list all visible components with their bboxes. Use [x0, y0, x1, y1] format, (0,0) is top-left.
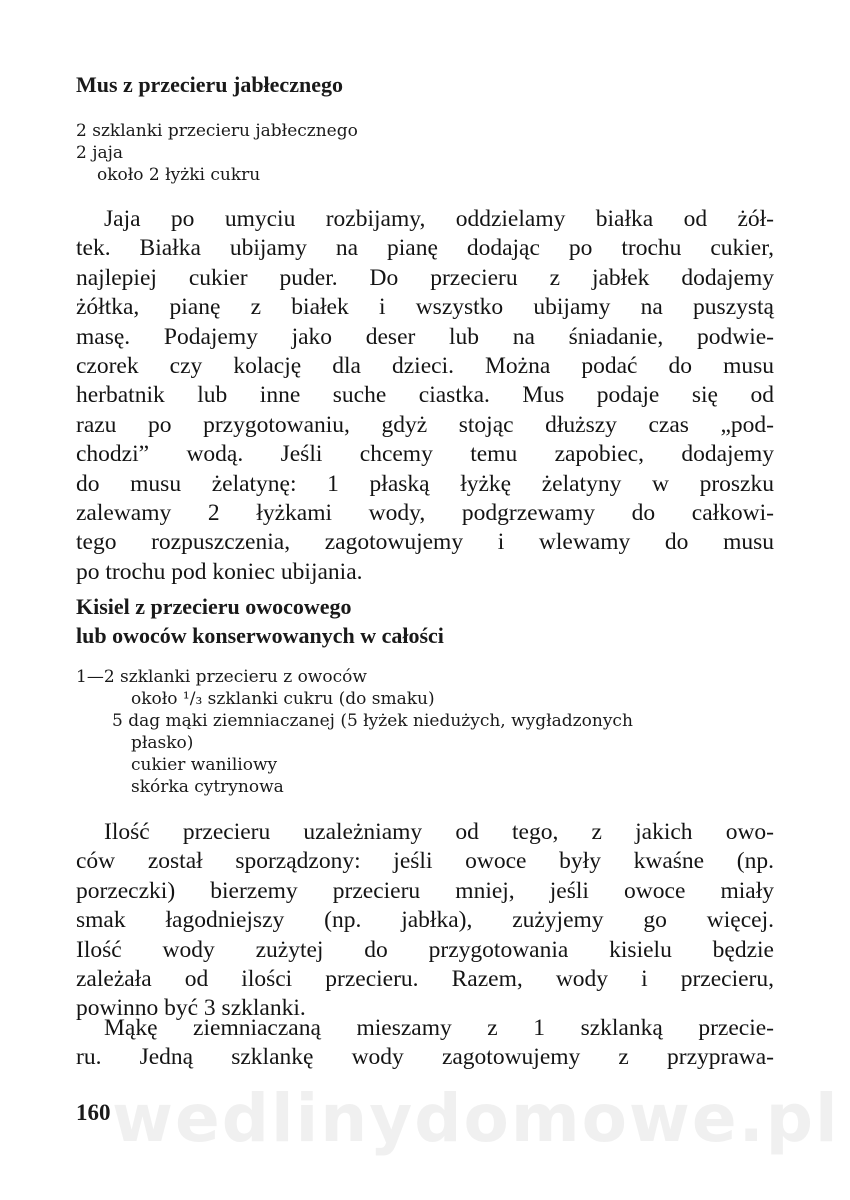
text-line: najlepiej cukier puder. Do przecieru z jabłek dodajemy: [76, 264, 774, 291]
text-line: chodzi” wodą. Jeśli chcemy temu zapobiec, dodajemy: [76, 441, 774, 468]
recipe-instructions: [76, 818, 774, 1024]
text-line: żółtka, pianę z białek i wszystko ubijamy na puszystą: [76, 294, 774, 321]
ingredient-line: skórka cytrynowa: [131, 777, 284, 797]
ingredient-line: 2 jaja: [76, 143, 124, 163]
ingredient-line: cukier waniliowy: [131, 755, 278, 775]
text-line: ru. Jedną szklankę wody zagotowujemy z przyprawa-: [76, 1044, 774, 1071]
recipe-instructions-continued: [76, 1014, 774, 1073]
text-line: czorek czy kolację dla dzieci. Można podać do musu: [76, 352, 774, 379]
recipe-title-continued: lub owoców konserwowanych w całości: [76, 623, 444, 648]
ingredient-line: 5 dag mąki ziemniaczanej (5 łyżek niedużych, wygładzonych: [112, 711, 633, 731]
text-line: zależała od ilości przecieru. Razem, wody i przecieru,: [76, 965, 774, 992]
text-line: tek. Białka ubijamy na pianę dodając po trochu cukier,: [76, 235, 774, 262]
text-line: masę. Podajemy jako deser lub na śniadanie, podwie-: [76, 323, 774, 350]
text-line: zalewamy 2 łyżkami wody, podgrzewamy do całkowi-: [76, 499, 774, 526]
ingredient-line: około 2 łyżki cukru: [97, 165, 261, 185]
text-line: ców został sporządzony: jeśli owoce były kwaśne (np.: [76, 848, 774, 875]
text-line: powinno być 3 szklanki.: [76, 995, 306, 1022]
text-line: Ilość przecieru uzależniamy od tego, z jakich owo-: [104, 819, 774, 845]
text-line: herbatnik lub inne suche ciastka. Mus podaje się od: [76, 382, 774, 409]
ingredient-line: około ¹/₃ szklanki cukru (do smaku): [131, 689, 435, 709]
watermark: wedlinydomowe.pl: [112, 1080, 840, 1157]
page-number: 160: [76, 1100, 111, 1125]
text-line: razu po przygotowaniu, gdyż stojąc dłuższy czas „pod-: [76, 411, 774, 438]
recipe-instructions: [76, 205, 774, 587]
text-line: Mąkę ziemniaczaną mieszamy z 1 szklanką przecie-: [104, 1015, 774, 1041]
text-line: Ilość wody zużytej do przygotowania kisielu będzie: [76, 936, 774, 963]
text-line: smak łagodniejszy (np. jabłka), zużyjemy go więcej.: [76, 907, 774, 934]
ingredient-line: 1—2 szklanki przecieru z owoców: [76, 667, 367, 687]
text-line: po trochu pod koniec ubijania.: [76, 558, 363, 585]
text-line: tego rozpuszczenia, zagotowujemy i wlewamy do musu: [76, 529, 774, 556]
ingredient-line: płasko): [131, 733, 194, 753]
recipe-title: Mus z przecieru jabłecznego: [76, 72, 343, 97]
ingredient-line: 2 szklanki przecieru jabłecznego: [76, 121, 358, 141]
recipe-title: Kisiel z przecieru owocowego: [76, 594, 352, 619]
text-line: do musu żelatynę: 1 płaską łyżkę żelatyny w proszku: [76, 470, 774, 497]
text-line: porzeczki) bierzemy przecieru mniej, jeśli owoce miały: [76, 877, 774, 904]
text-line: Jaja po umyciu rozbijamy, oddzielamy białka od żół-: [104, 206, 774, 232]
